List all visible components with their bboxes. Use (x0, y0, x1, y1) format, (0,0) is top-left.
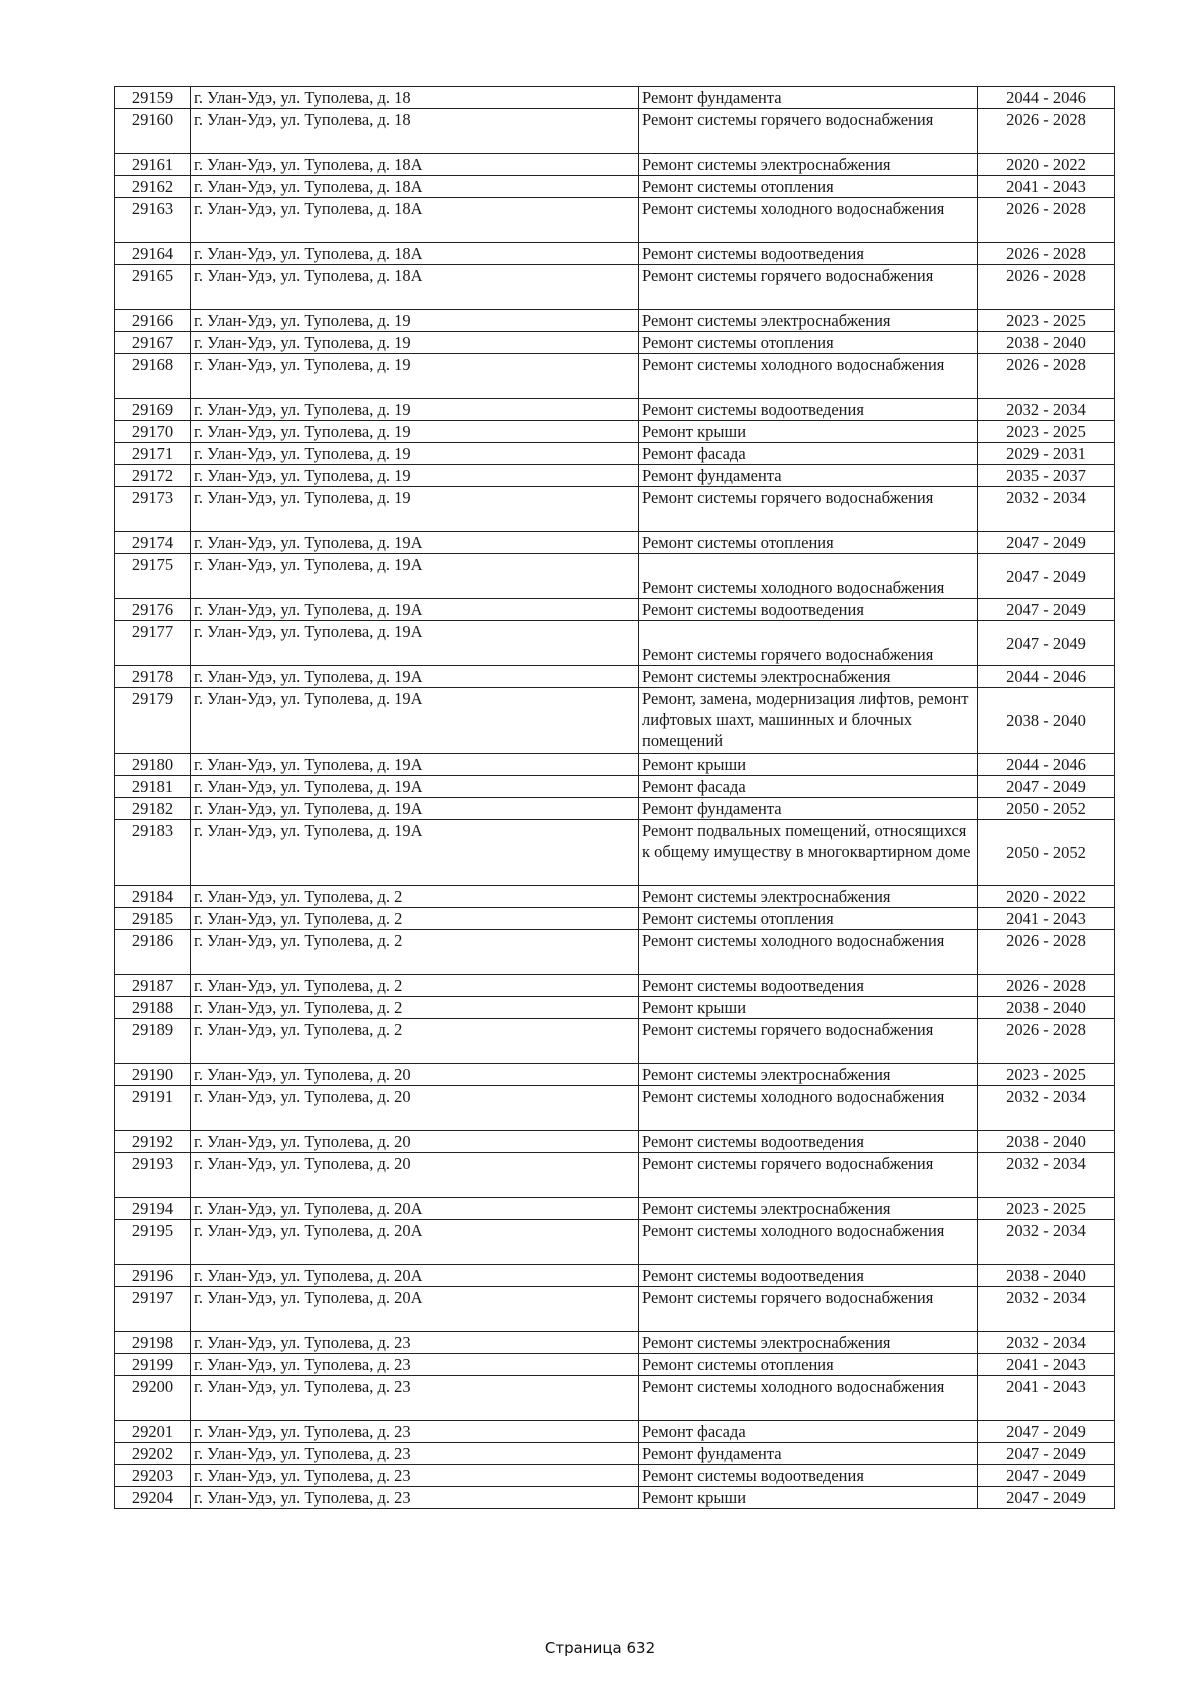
work-type-cell: Ремонт фундамента (639, 87, 978, 109)
address-cell: г. Улан-Удэ, ул. Туполева, д. 20 (191, 1153, 639, 1198)
work-type-cell: Ремонт системы горячего водоснабжения (639, 109, 978, 154)
row-id-cell: 29177 (115, 621, 191, 666)
address-cell: г. Улан-Удэ, ул. Туполева, д. 20А (191, 1198, 639, 1220)
table-row (115, 1421, 1115, 1443)
table-row (115, 399, 1115, 421)
period-cell: 2023 - 2025 (978, 310, 1115, 332)
work-type-cell: Ремонт системы горячего водоснабжения (639, 265, 978, 310)
work-type-cell: Ремонт системы электроснабжения (639, 886, 978, 908)
address-cell: г. Улан-Удэ, ул. Туполева, д. 19 (191, 421, 639, 443)
work-type-cell: Ремонт фасада (639, 443, 978, 465)
address-cell: г. Улан-Удэ, ул. Туполева, д. 18А (191, 243, 639, 265)
period-cell: 2044 - 2046 (978, 666, 1115, 688)
work-type-cell: Ремонт системы электроснабжения (639, 310, 978, 332)
period-cell: 2032 - 2034 (978, 1153, 1115, 1198)
row-id-cell: 29186 (115, 930, 191, 975)
table-row (115, 310, 1115, 332)
period-cell: 2020 - 2022 (978, 154, 1115, 176)
row-id-cell: 29193 (115, 1153, 191, 1198)
row-id-cell: 29200 (115, 1376, 191, 1421)
period-cell: 2047 - 2049 (978, 1421, 1115, 1443)
period-cell: 2044 - 2046 (978, 87, 1115, 109)
work-type-cell: Ремонт системы водоотведения (639, 399, 978, 421)
table-row (115, 908, 1115, 930)
period-cell: 2026 - 2028 (978, 930, 1115, 975)
row-id-cell: 29187 (115, 975, 191, 997)
address-cell: г. Улан-Удэ, ул. Туполева, д. 19А (191, 688, 639, 754)
table-row (115, 1086, 1115, 1131)
work-type-cell: Ремонт фасада (639, 776, 978, 798)
row-id-cell: 29202 (115, 1443, 191, 1465)
table-row (115, 154, 1115, 176)
row-id-cell: 29164 (115, 243, 191, 265)
work-type-cell: Ремонт системы электроснабжения (639, 154, 978, 176)
period-cell: 2047 - 2049 (978, 776, 1115, 798)
row-id-cell: 29167 (115, 332, 191, 354)
period-cell: 2023 - 2025 (978, 1064, 1115, 1086)
table-row (115, 1220, 1115, 1265)
table-row (115, 421, 1115, 443)
work-type-cell: Ремонт системы отопления (639, 1354, 978, 1376)
address-cell: г. Улан-Удэ, ул. Туполева, д. 18А (191, 154, 639, 176)
table-row (115, 198, 1115, 243)
table-row (115, 532, 1115, 554)
table-row (115, 1465, 1115, 1487)
period-cell: 2026 - 2028 (978, 975, 1115, 997)
row-id-cell: 29174 (115, 532, 191, 554)
period-cell: 2023 - 2025 (978, 1198, 1115, 1220)
table-row (115, 1354, 1115, 1376)
address-cell: г. Улан-Удэ, ул. Туполева, д. 19 (191, 465, 639, 487)
period-cell: 2038 - 2040 (978, 1265, 1115, 1287)
address-cell: г. Улан-Удэ, ул. Туполева, д. 19А (191, 798, 639, 820)
address-cell: г. Улан-Удэ, ул. Туполева, д. 19А (191, 554, 639, 599)
work-type-cell: Ремонт системы холодного водоснабжения (639, 930, 978, 975)
work-type-cell: Ремонт крыши (639, 754, 978, 776)
period-cell: 2047 - 2049 (978, 1465, 1115, 1487)
period-cell: 2026 - 2028 (978, 109, 1115, 154)
period-cell: 2026 - 2028 (978, 198, 1115, 243)
period-cell: 2047 - 2049 (978, 532, 1115, 554)
work-type-cell: Ремонт системы отопления (639, 176, 978, 198)
period-cell: 2029 - 2031 (978, 443, 1115, 465)
address-cell: г. Улан-Удэ, ул. Туполева, д. 19А (191, 532, 639, 554)
work-type-cell: Ремонт фундамента (639, 465, 978, 487)
table-row (115, 798, 1115, 820)
row-id-cell: 29168 (115, 354, 191, 399)
period-cell: 2026 - 2028 (978, 354, 1115, 399)
address-cell: г. Улан-Удэ, ул. Туполева, д. 19А (191, 776, 639, 798)
work-type-cell: Ремонт системы электроснабжения (639, 1198, 978, 1220)
row-id-cell: 29203 (115, 1465, 191, 1487)
work-type-cell: Ремонт системы водоотведения (639, 1131, 978, 1153)
address-cell: г. Улан-Удэ, ул. Туполева, д. 19А (191, 666, 639, 688)
period-cell: 2032 - 2034 (978, 1287, 1115, 1332)
work-type-cell: Ремонт системы горячего водоснабжения (639, 1287, 978, 1332)
address-cell: г. Улан-Удэ, ул. Туполева, д. 18 (191, 109, 639, 154)
address-cell: г. Улан-Удэ, ул. Туполева, д. 19 (191, 310, 639, 332)
table-row (115, 688, 1115, 754)
table-row (115, 332, 1115, 354)
work-type-cell: Ремонт фасада (639, 1421, 978, 1443)
address-cell: г. Улан-Удэ, ул. Туполева, д. 2 (191, 975, 639, 997)
address-cell: г. Улан-Удэ, ул. Туполева, д. 19 (191, 487, 639, 532)
address-cell: г. Улан-Удэ, ул. Туполева, д. 19А (191, 621, 639, 666)
table-row (115, 87, 1115, 109)
row-id-cell: 29196 (115, 1265, 191, 1287)
row-id-cell: 29169 (115, 399, 191, 421)
period-cell: 2041 - 2043 (978, 1376, 1115, 1421)
period-cell: 2038 - 2040 (978, 332, 1115, 354)
table-row (115, 666, 1115, 688)
table-row (115, 820, 1115, 886)
work-type-cell: Ремонт системы горячего водоснабжения (639, 1153, 978, 1198)
table-row (115, 243, 1115, 265)
table-row (115, 554, 1115, 599)
row-id-cell: 29181 (115, 776, 191, 798)
period-cell: 2032 - 2034 (978, 487, 1115, 532)
work-type-cell: Ремонт крыши (639, 997, 978, 1019)
period-cell: 2032 - 2034 (978, 1332, 1115, 1354)
table-row (115, 176, 1115, 198)
work-type-cell: Ремонт крыши (639, 1487, 978, 1509)
work-type-cell: Ремонт системы электроснабжения (639, 1064, 978, 1086)
work-type-cell: Ремонт системы водоотведения (639, 599, 978, 621)
table-row (115, 354, 1115, 399)
work-type-cell: Ремонт системы холодного водоснабжения (639, 1220, 978, 1265)
work-type-cell: Ремонт системы холодного водоснабжения (639, 1086, 978, 1131)
table-row (115, 1019, 1115, 1064)
page-number: Страница 632 (544, 1639, 656, 1657)
row-id-cell: 29194 (115, 1198, 191, 1220)
row-id-cell: 29162 (115, 176, 191, 198)
address-cell: г. Улан-Удэ, ул. Туполева, д. 23 (191, 1376, 639, 1421)
work-type-cell: Ремонт системы водоотведения (639, 243, 978, 265)
period-cell: 2035 - 2037 (978, 465, 1115, 487)
row-id-cell: 29192 (115, 1131, 191, 1153)
period-cell: 2038 - 2040 (978, 997, 1115, 1019)
address-cell: г. Улан-Удэ, ул. Туполева, д. 19А (191, 820, 639, 886)
table-row (115, 443, 1115, 465)
work-type-cell: Ремонт системы водоотведения (639, 1465, 978, 1487)
row-id-cell: 29189 (115, 1019, 191, 1064)
address-cell: г. Улан-Удэ, ул. Туполева, д. 20А (191, 1287, 639, 1332)
address-cell: г. Улан-Удэ, ул. Туполева, д. 18А (191, 198, 639, 243)
table-row (115, 1198, 1115, 1220)
period-cell: 2026 - 2028 (978, 243, 1115, 265)
row-id-cell: 29170 (115, 421, 191, 443)
table-row (115, 1443, 1115, 1465)
address-cell: г. Улан-Удэ, ул. Туполева, д. 23 (191, 1354, 639, 1376)
work-type-cell: Ремонт системы холодного водоснабжения (639, 198, 978, 243)
address-cell: г. Улан-Удэ, ул. Туполева, д. 23 (191, 1443, 639, 1465)
work-type-cell: Ремонт, замена, модернизация лифтов, ремонт лифтовых шахт, машинных и блочных помещений (639, 688, 978, 754)
row-id-cell: 29176 (115, 599, 191, 621)
row-id-cell: 29197 (115, 1287, 191, 1332)
address-cell: г. Улан-Удэ, ул. Туполева, д. 20А (191, 1220, 639, 1265)
work-type-cell: Ремонт системы отопления (639, 332, 978, 354)
address-cell: г. Улан-Удэ, ул. Туполева, д. 2 (191, 930, 639, 975)
address-cell: г. Улан-Удэ, ул. Туполева, д. 23 (191, 1421, 639, 1443)
work-type-cell: Ремонт системы отопления (639, 908, 978, 930)
row-id-cell: 29178 (115, 666, 191, 688)
period-cell: 2047 - 2049 (978, 1487, 1115, 1509)
row-id-cell: 29198 (115, 1332, 191, 1354)
address-cell: г. Улан-Удэ, ул. Туполева, д. 2 (191, 886, 639, 908)
table-row (115, 930, 1115, 975)
row-id-cell: 29201 (115, 1421, 191, 1443)
row-id-cell: 29160 (115, 109, 191, 154)
table-body (115, 87, 1115, 1509)
work-type-cell: Ремонт системы водоотведения (639, 1265, 978, 1287)
row-id-cell: 29185 (115, 908, 191, 930)
row-id-cell: 29173 (115, 487, 191, 532)
table-row (115, 621, 1115, 666)
row-id-cell: 29204 (115, 1487, 191, 1509)
period-cell: 2041 - 2043 (978, 1354, 1115, 1376)
table-row (115, 1131, 1115, 1153)
table-row (115, 997, 1115, 1019)
period-cell: 2032 - 2034 (978, 1220, 1115, 1265)
document-sheet (114, 86, 1114, 1509)
period-cell: 2038 - 2040 (978, 1131, 1115, 1153)
work-type-cell: Ремонт системы водоотведения (639, 975, 978, 997)
row-id-cell: 29191 (115, 1086, 191, 1131)
table-row (115, 1064, 1115, 1086)
row-id-cell: 29175 (115, 554, 191, 599)
work-type-cell: Ремонт фундамента (639, 1443, 978, 1465)
period-cell: 2047 - 2049 (978, 621, 1115, 666)
table-row (115, 1332, 1115, 1354)
work-type-cell: Ремонт системы электроснабжения (639, 1332, 978, 1354)
address-cell: г. Улан-Удэ, ул. Туполева, д. 18 (191, 87, 639, 109)
table-row (115, 975, 1115, 997)
address-cell: г. Улан-Удэ, ул. Туполева, д. 19 (191, 332, 639, 354)
row-id-cell: 29163 (115, 198, 191, 243)
work-type-cell: Ремонт подвальных помещений, относящихся к общему имуществу в многоквартирном доме (639, 820, 978, 886)
work-type-cell: Ремонт системы горячего водоснабжения (639, 487, 978, 532)
row-id-cell: 29171 (115, 443, 191, 465)
address-cell: г. Улан-Удэ, ул. Туполева, д. 19 (191, 443, 639, 465)
table-row (115, 754, 1115, 776)
work-type-cell: Ремонт фундамента (639, 798, 978, 820)
period-cell: 2020 - 2022 (978, 886, 1115, 908)
row-id-cell: 29184 (115, 886, 191, 908)
table-row (115, 1376, 1115, 1421)
repair-schedule-table (114, 86, 1115, 1509)
table-row (115, 1287, 1115, 1332)
address-cell: г. Улан-Удэ, ул. Туполева, д. 18А (191, 176, 639, 198)
address-cell: г. Улан-Удэ, ул. Туполева, д. 19А (191, 754, 639, 776)
table-row (115, 1265, 1115, 1287)
address-cell: г. Улан-Удэ, ул. Туполева, д. 20 (191, 1086, 639, 1131)
row-id-cell: 29161 (115, 154, 191, 176)
address-cell: г. Улан-Удэ, ул. Туполева, д. 19 (191, 354, 639, 399)
table-row (115, 487, 1115, 532)
row-id-cell: 29182 (115, 798, 191, 820)
address-cell: г. Улан-Удэ, ул. Туполева, д. 2 (191, 908, 639, 930)
table-row (115, 1487, 1115, 1509)
work-type-cell: Ремонт системы отопления (639, 532, 978, 554)
row-id-cell: 29172 (115, 465, 191, 487)
work-type-cell: Ремонт системы горячего водоснабжения (639, 1019, 978, 1064)
row-id-cell: 29195 (115, 1220, 191, 1265)
period-cell: 2041 - 2043 (978, 176, 1115, 198)
table-row (115, 1153, 1115, 1198)
address-cell: г. Улан-Удэ, ул. Туполева, д. 23 (191, 1465, 639, 1487)
address-cell: г. Улан-Удэ, ул. Туполева, д. 2 (191, 1019, 639, 1064)
period-cell: 2023 - 2025 (978, 421, 1115, 443)
period-cell: 2047 - 2049 (978, 554, 1115, 599)
address-cell: г. Улан-Удэ, ул. Туполева, д. 23 (191, 1487, 639, 1509)
row-id-cell: 29190 (115, 1064, 191, 1086)
work-type-cell: Ремонт системы электроснабжения (639, 666, 978, 688)
address-cell: г. Улан-Удэ, ул. Туполева, д. 20 (191, 1131, 639, 1153)
period-cell: 2050 - 2052 (978, 798, 1115, 820)
work-type-cell: Ремонт системы холодного водоснабжения (639, 554, 978, 599)
row-id-cell: 29179 (115, 688, 191, 754)
table-row (115, 776, 1115, 798)
address-cell: г. Улан-Удэ, ул. Туполева, д. 23 (191, 1332, 639, 1354)
work-type-cell: Ремонт системы холодного водоснабжения (639, 354, 978, 399)
table-row (115, 599, 1115, 621)
row-id-cell: 29180 (115, 754, 191, 776)
table-row (115, 465, 1115, 487)
row-id-cell: 29183 (115, 820, 191, 886)
period-cell: 2047 - 2049 (978, 599, 1115, 621)
period-cell: 2044 - 2046 (978, 754, 1115, 776)
table-row (115, 886, 1115, 908)
period-cell: 2026 - 2028 (978, 1019, 1115, 1064)
table-row (115, 109, 1115, 154)
period-cell: 2050 - 2052 (978, 820, 1115, 886)
period-cell: 2038 - 2040 (978, 688, 1115, 754)
row-id-cell: 29188 (115, 997, 191, 1019)
work-type-cell: Ремонт системы горячего водоснабжения (639, 621, 978, 666)
period-cell: 2032 - 2034 (978, 399, 1115, 421)
address-cell: г. Улан-Удэ, ул. Туполева, д. 18А (191, 265, 639, 310)
period-cell: 2041 - 2043 (978, 908, 1115, 930)
period-cell: 2047 - 2049 (978, 1443, 1115, 1465)
work-type-cell: Ремонт крыши (639, 421, 978, 443)
row-id-cell: 29159 (115, 87, 191, 109)
row-id-cell: 29199 (115, 1354, 191, 1376)
address-cell: г. Улан-Удэ, ул. Туполева, д. 19А (191, 599, 639, 621)
period-cell: 2032 - 2034 (978, 1086, 1115, 1131)
row-id-cell: 29166 (115, 310, 191, 332)
address-cell: г. Улан-Удэ, ул. Туполева, д. 2 (191, 997, 639, 1019)
work-type-cell: Ремонт системы холодного водоснабжения (639, 1376, 978, 1421)
row-id-cell: 29165 (115, 265, 191, 310)
address-cell: г. Улан-Удэ, ул. Туполева, д. 19 (191, 399, 639, 421)
address-cell: г. Улан-Удэ, ул. Туполева, д. 20А (191, 1265, 639, 1287)
address-cell: г. Улан-Удэ, ул. Туполева, д. 20 (191, 1064, 639, 1086)
period-cell: 2026 - 2028 (978, 265, 1115, 310)
table-row (115, 265, 1115, 310)
